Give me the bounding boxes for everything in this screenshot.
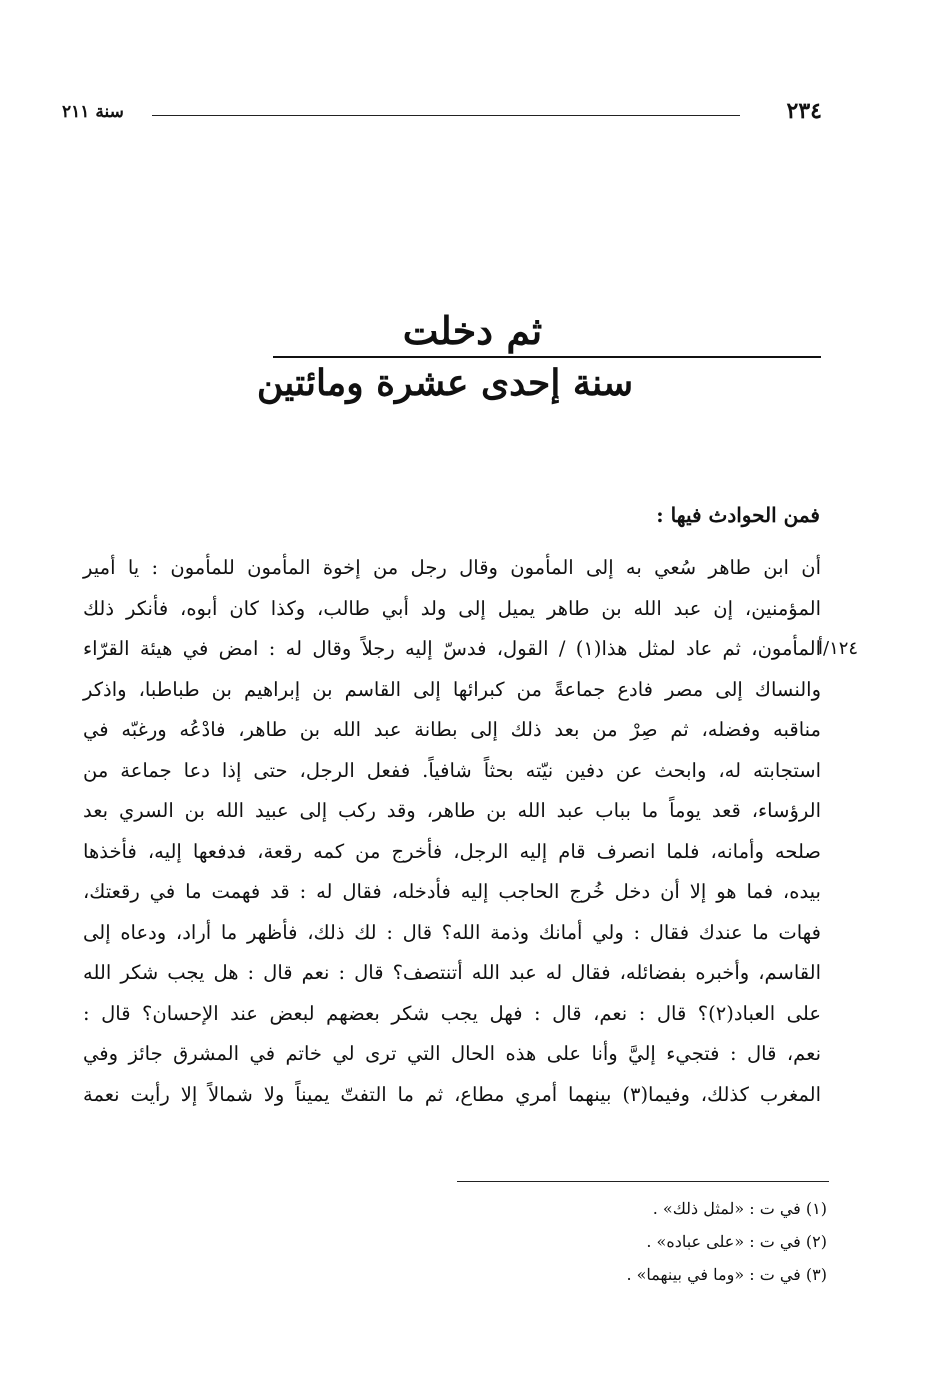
text-line: القاسم، وأخبره بفضائله، فقال له عبد الله أتنتصف؟ قال : نعم قال : هل يجب شكر الله (83, 961, 821, 984)
body-text (83, 548, 821, 1115)
text-line: والنساك إلى مصر فادع جماعةً من كبرائها إلى القاسم بن إبراهيم بن طباطبا، واذكر (83, 677, 821, 701)
title-divider (273, 356, 821, 358)
header-rule (152, 115, 740, 116)
section-heading: فمن الحوادث فيها : (656, 503, 820, 527)
text-line: على العباد(٢)؟ قال : نعم، قال : فهل يجب شكر بعضهم لبعض عند الإحسان؟ قال : (83, 1001, 821, 1025)
text-line: المؤمنين، إن عبد الله بن طاهر يميل إلى ولد أبي طالب، وكذا كان أبوه، فأنكر ذلك (83, 596, 821, 620)
text-line: أن ابن طاهر سُعي به إلى المأمون وقال رجل من إخوة المأمون للمأمون : يا أمير (83, 556, 821, 579)
footnotes (626, 1197, 827, 1296)
text-line: نعم، قال : فتجيء إليَّ وأنا على هذه الحال التي ترى لي خاتم في المشرق جائز وفي (83, 1042, 821, 1065)
text-line: المأمون، ثم عاد لمثل هذا(١) / القول، فدسّ إليه رجلاً وقال له : امض في هيئة القرّاء (83, 637, 822, 660)
text-line: صلحه وأمانه، فلما انصرف قام إليه الرجل، فأخرج من كمه رقعة، فدفعها إليه، فأخذها (83, 839, 821, 863)
chapter-title-line1: ثم دخلت (402, 308, 543, 353)
footnote-2: (٢) في ت : «على عباده» . (646, 1232, 827, 1251)
chapter-title-line2: سنة إحدى عشرة ومائتين (256, 362, 634, 404)
footnote-3: (٣) في ت : «وما في بينهما» . (626, 1265, 827, 1284)
text-line: بيده، فما هو إلا أن دخل خُرج الحاجب إليه فأدخله، فقال له : قد فهمت ما في رقعتك، (83, 880, 821, 903)
footnote-divider (457, 1181, 829, 1182)
text-line: المغرب كذلك، وفيما(٣) بينهما أمري مطاع، ثم ما التفتّ يميناً ولا شمالاً إلا رأيت نعمة (83, 1082, 821, 1106)
text-line: الرؤساء، قعد يوماً ما بباب عبد الله بن طاهر، وقد ركب إلى عبيد الله بن السري بعد (83, 799, 821, 822)
running-header (62, 98, 822, 128)
running-title: سنة ٢١١ (62, 102, 124, 122)
footnote-1: (١) في ت : «لمثل ذلك» . (652, 1199, 827, 1218)
text-line: استجابته له، وابحث عن دفين نيّته بحثاً شافياً. ففعل الرجل، حتى إذا دعا جماعة من (83, 758, 821, 782)
margin-folio-reference: ١٢٤/أ (818, 638, 859, 659)
text-line: مناقبه وفضله، ثم صِرْ من بعد ذلك إلى بطانة عبد الله بن طاهر، فادْعُه ورغبّه في (83, 718, 821, 741)
page-number: ٢٣٤ (786, 98, 822, 124)
text-line: فهات ما عندك فقال : ولي أمانك وذمة الله؟ قال : لك ذلك، فأظهر ما أراد، ودعاه إلى (83, 920, 821, 944)
